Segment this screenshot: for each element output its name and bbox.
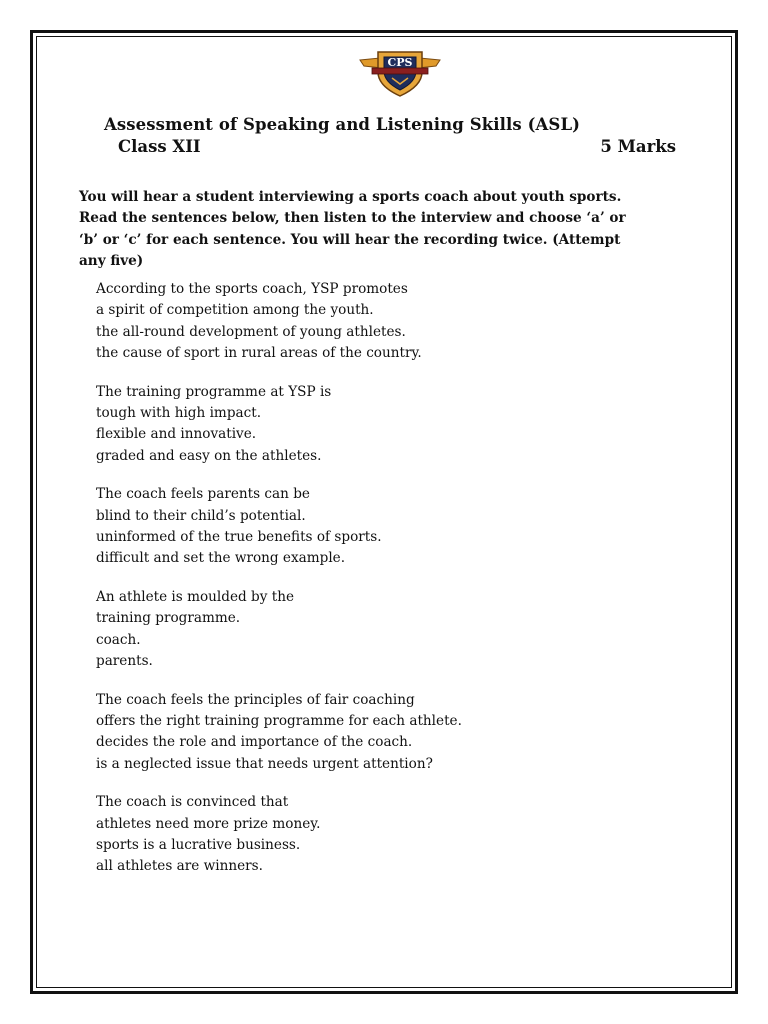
question-stem: The coach feels parents can be [96, 486, 310, 503]
question-option: parents. [96, 652, 153, 669]
question-option: flexible and innovative. [96, 426, 257, 443]
instructions-line: any five) [79, 252, 144, 269]
question-item [96, 792, 696, 877]
class-label: Class XII [118, 137, 201, 156]
logo-text: CPS [387, 56, 413, 69]
question-option: is a neglected issue that needs urgent attention? [96, 755, 433, 772]
question-option: a spirit of competition among the youth. [96, 302, 374, 319]
question-option: sports is a lucrative business. [96, 837, 301, 854]
questions-list [96, 279, 696, 895]
question-stem: The coach is convinced that [96, 794, 289, 811]
question-option: coach. [96, 631, 141, 648]
question-option: uninformed of the true benefits of sports. [96, 528, 382, 545]
question-option: all athletes are winners. [96, 858, 263, 875]
question-option: training programme. [96, 610, 241, 627]
question-item [96, 587, 696, 672]
question-item [96, 382, 696, 467]
question-item [96, 279, 696, 364]
question-option: graded and easy on the athletes. [96, 447, 322, 464]
school-crest-logo [358, 46, 442, 98]
question-option: tough with high impact. [96, 404, 262, 421]
question-item [96, 690, 696, 775]
instructions-line: ‘b’ or ‘c’ for each sentence. You will hear the recording twice. (Attempt [79, 231, 621, 248]
instructions-line: You will hear a student interviewing a sports coach about youth sports. [79, 189, 622, 205]
question-stem: The training programme at YSP is [96, 383, 332, 400]
question-option: athletes need more prize money. [96, 815, 321, 832]
instructions-line: Read the sentences below, then listen to the interview and choose ‘a’ or [79, 210, 626, 227]
question-option: the cause of sport in rural areas of the country. [96, 344, 422, 361]
question-option: blind to their child’s potential. [96, 507, 306, 524]
assessment-title: Assessment of Speaking and Listening Skills (ASL) [104, 115, 581, 134]
question-option: difficult and set the wrong example. [96, 550, 346, 567]
question-option: decides the role and importance of the coach. [96, 734, 413, 751]
question-item [96, 484, 696, 569]
question-option: the all-round development of young athletes. [96, 323, 406, 340]
marks-label: 5 Marks [600, 137, 676, 156]
question-option: offers the right training programme for each athlete. [96, 713, 462, 730]
question-stem: The coach feels the principles of fair coaching [96, 691, 415, 708]
instructions-paragraph [79, 187, 679, 272]
question-stem: According to the sports coach, YSP promotes [96, 281, 408, 297]
question-stem: An athlete is moulded by the [96, 589, 294, 606]
